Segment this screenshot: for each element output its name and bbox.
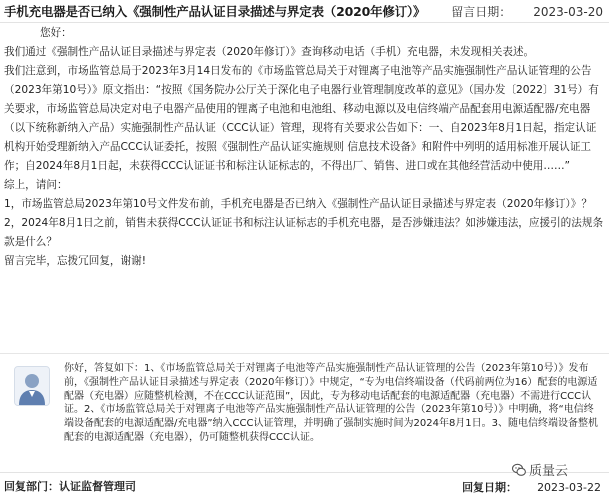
reply-date-value: 2023-03-22 bbox=[537, 481, 601, 494]
message-closing: 留言完毕，忘拨冗回复，谢谢! bbox=[4, 255, 146, 267]
message-question-1: 1，市场监管总局2023年第10号文件发布前，手机充电器是否已纳入《强制性产品认证目录描述与界定表（2020年修订）》？ bbox=[4, 198, 592, 210]
wechat-icon bbox=[512, 463, 526, 477]
message-greeting: 您好： bbox=[40, 27, 72, 39]
message-header bbox=[0, 0, 609, 23]
message-date bbox=[451, 3, 603, 20]
reply-date bbox=[462, 479, 601, 495]
message-paragraph-3: 综上，请问： bbox=[4, 179, 68, 191]
reply-department bbox=[4, 478, 136, 494]
reply-text: 你好，答复如下：1、《市场监管总局关于对锂离子电池等产品实施强制性产品认证管理的公告（2023年第10号）》发布前，《强制性产品认证目录描述与界定表（2020年修订）》中规定，“专为电信终端设备（代码前两位为16）配套的电源适配器（充电器）应随整机检测，不在CCC认证范围”，因此，专为移动电话配套的电源适配器（充电器）不需进行CCC认证。2、《市场监管总局关于对锂离子电池等产品实施强制性产品认证管理的公告（2023年第10号）》中明确，将“电信终端设备配套的电源适配器/充电器”纳入CCC认证管理，并明确了强制实施时间为2024年8月1日。3、随电信终端设备整机配套的电源适配器（充电器），仍可随整机获得CCC认证。 bbox=[64, 363, 599, 443]
message-title: 手机充电器是否已纳入《强制性产品认证目录描述与界定表（2020年修订）》 bbox=[4, 4, 426, 19]
watermark bbox=[512, 460, 568, 479]
message-date-value: 2023-03-20 bbox=[533, 5, 603, 19]
reply-date-label: 回复日期： bbox=[462, 481, 518, 494]
user-avatar-icon bbox=[14, 366, 50, 406]
message-paragraph-2: 我们注意到，市场监管总局于2023年3月14日发布的《市场监管总局关于对锂离子电池等产品实施强制性产品认证管理的公告（2023年第10号）》原文指出：“按照《国务院办公厅关于深化电子电器行业管理制度改革的意见》（国办发〔2022〕31号）有关要求，市场监管总局决定对电子电器产品使用的锂离子电池和电池组、移动电源以及电信终端产品配套用电源适配器/充电器（以下统称新纳入产品）实施强制性产品认证（CCC认证）管理，现将有关要求公告如下：一、自2023年8月1日起，指定认证机构开始受理新纳入产品CCC认证委托，按照《强制性产品认证实施规则 信息技术设备》和附件中列明的适用标准开展认证工作；自2024年8月1日起，未获得CCC认证证书和标注认证标志的，不得出厂、销售、进口或在其他经营活动中使用……” bbox=[4, 65, 599, 172]
message-question-2: 2，2024年8月1日之前，销售未获得CCC认证证书和标注认证标志的手机充电器，是否涉嫌违法？如涉嫌违法，应援引的法规条款是什么？ bbox=[4, 217, 604, 248]
message-paragraph-1: 我们通过《强制性产品认证目录描述与界定表（2020年修订）》查询移动电话（手机）充电器，未发现相关表述。 bbox=[4, 46, 535, 58]
reply-department-value: 认证监督管理司 bbox=[59, 480, 136, 493]
message-body bbox=[4, 24, 604, 271]
reply-department-label: 回复部门： bbox=[4, 480, 59, 493]
reply-section bbox=[0, 354, 609, 472]
watermark-text: 质量云 bbox=[529, 464, 569, 479]
message-date-label: 留言日期： bbox=[451, 5, 512, 19]
